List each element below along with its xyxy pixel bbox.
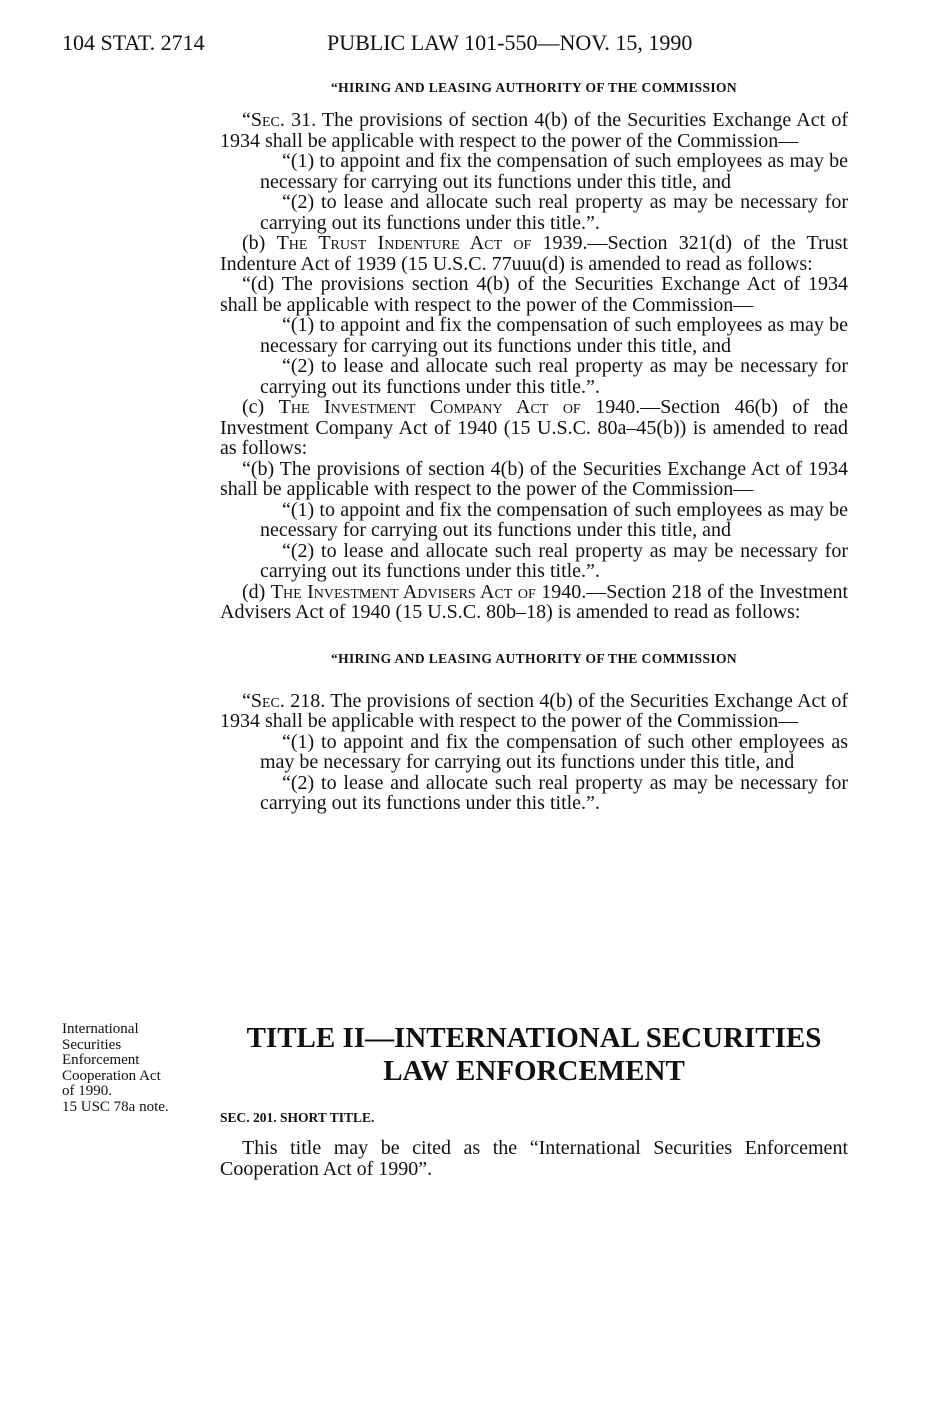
margin-note-line: Enforcement bbox=[62, 1052, 140, 1068]
subsection-b-text: 1939.—Section 321(d) of the Trust Indenture Act of 1939 (15 U.S.C. 77uuu(d) is amended to read as follows: bbox=[220, 232, 848, 275]
subsection-d-caption: The Investment Advisers Act of bbox=[270, 580, 536, 603]
sec-text: 218. The provisions of section 4(b) of the Securities Exchange Act of 1934 shall be applicable with respect to the power of the Commission— bbox=[220, 689, 848, 732]
title-line: LAW ENFORCEMENT bbox=[383, 1055, 685, 1087]
subsection-d bbox=[220, 582, 848, 623]
item-1: “(1) to appoint and fix the compensation of such employees as may be necessary for carrying out its functions under this title, and bbox=[260, 150, 848, 193]
subsection-b bbox=[220, 233, 848, 274]
subsection-c-prefix: (c) bbox=[242, 396, 279, 418]
margin-note-line: Cooperation Act bbox=[62, 1067, 161, 1084]
section-201-body bbox=[220, 1138, 848, 1179]
title-heading bbox=[220, 1022, 848, 1088]
subsection-b-prefix: (b) bbox=[242, 232, 277, 254]
item-1: “(1) to appoint and fix the compensation of such employees as may be necessary for carrying out its functions under this title, and bbox=[260, 498, 848, 541]
margin-note-line: Securities bbox=[62, 1036, 122, 1053]
subsection-d-prefix: (d) bbox=[242, 580, 271, 603]
main-column bbox=[220, 80, 848, 814]
subsection-b-quote: “(d) The provisions section 4(b) of the Securities Exchange Act of 1934 shall be applicable with respect to the power of the Commission— bbox=[220, 273, 848, 316]
section-201-heading: SEC. 201. SHORT TITLE. bbox=[220, 1110, 375, 1125]
section-heading: “HIRING AND LEASING AUTHORITY OF THE COMMISSION bbox=[330, 650, 738, 666]
item-1: “(1) to appoint and fix the compensation of such other employees as may be necessary for carrying out its functions under this title, and bbox=[260, 730, 848, 773]
page-stat-number: 104 STAT. 2714 bbox=[62, 30, 205, 55]
sec-label: “Sec. bbox=[242, 689, 285, 712]
page-law-header: PUBLIC LAW 101-550—NOV. 15, 1990 bbox=[327, 30, 693, 55]
section-31-paragraph bbox=[220, 110, 848, 151]
item-1: “(1) to appoint and fix the compensation of such employees as may be necessary for carrying out its functions under this title, and bbox=[260, 314, 848, 357]
sec-label: “Sec. bbox=[242, 109, 285, 131]
subsection-c-text: 1940.—Section 46(b) of the Investment Company Act of 1940 (15 U.S.C. 80a–45(b)) is amended to read as follows: bbox=[220, 396, 848, 459]
margin-note-line: International bbox=[62, 1021, 139, 1037]
item-2: “(2) to lease and allocate such real property as may be necessary for carrying out its functions under this title.”. bbox=[260, 539, 848, 582]
margin-note-line: 15 USC 78a note. bbox=[62, 1098, 169, 1115]
section-201-text: This title may be cited as the “International Securities Enforcement Cooperation Act of 1990”. bbox=[220, 1137, 848, 1180]
subsection-c-caption: The Investment Company Act of bbox=[278, 396, 581, 418]
sec-text: 31. The provisions of section 4(b) of the Securities Exchange Act of 1934 shall be applicable with respect to the power of the Commission— bbox=[220, 109, 848, 152]
section-heading: “HIRING AND LEASING AUTHORITY OF THE COMMISSION bbox=[330, 80, 738, 95]
section-218-paragraph bbox=[220, 691, 848, 732]
subsection-c-quote: “(b) The provisions of section 4(b) of the Securities Exchange Act of 1934 shall be applicable with respect to the power of the Commission— bbox=[220, 457, 848, 500]
subsection-d-text: 1940.—Section 218 of the Investment Advisers Act of 1940 (15 U.S.C. 80b–18) is amended to read as follows: bbox=[220, 580, 848, 623]
subsection-c bbox=[220, 397, 848, 459]
subsection-b-caption: The Trust Indenture Act of bbox=[276, 232, 532, 254]
margin-note bbox=[62, 1022, 212, 1115]
margin-note-line: of 1990. bbox=[62, 1083, 112, 1099]
title-line: TITLE II—INTERNATIONAL SECURITIES bbox=[246, 1022, 822, 1054]
item-2: “(2) to lease and allocate such real property as may be necessary for carrying out its functions under this title.”. bbox=[260, 191, 848, 234]
item-2: “(2) to lease and allocate such real property as may be necessary for carrying out its functions under this title.”. bbox=[260, 355, 848, 398]
item-2: “(2) to lease and allocate such real property as may be necessary for carrying out its functions under this title.”. bbox=[260, 771, 848, 814]
